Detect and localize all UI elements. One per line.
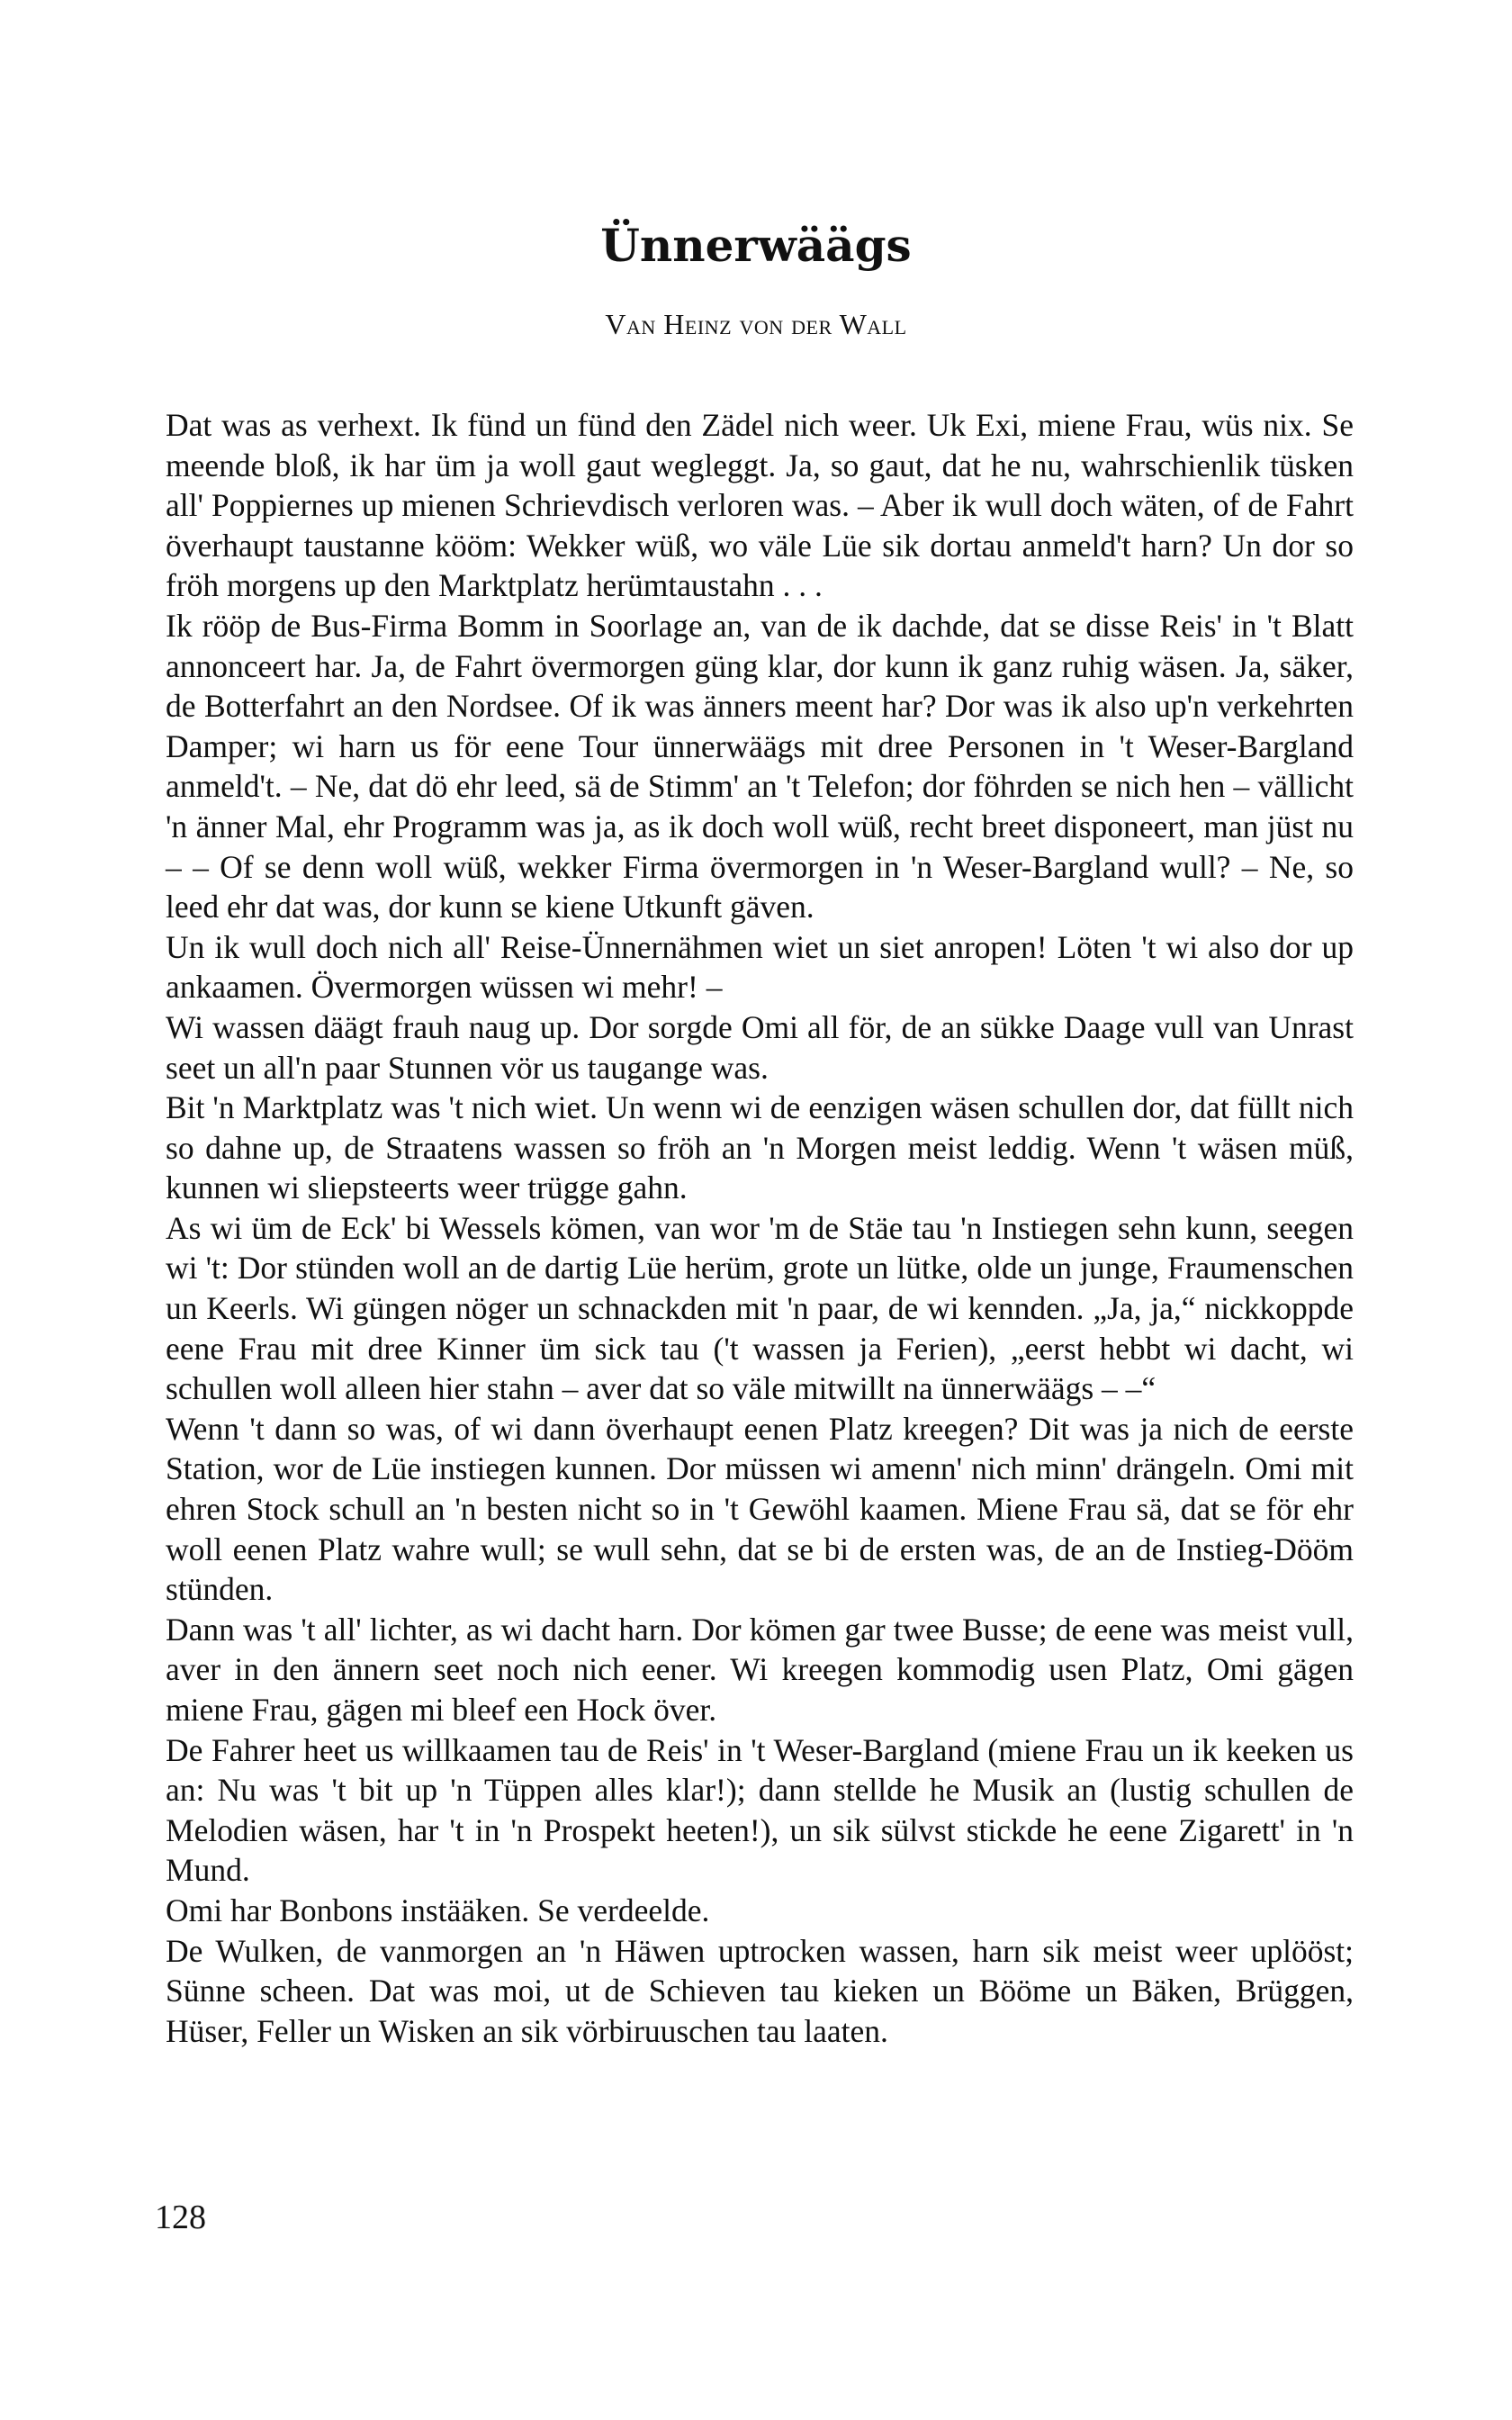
paragraph: Dann was 't all' lichter, as wi dacht harn. Dor kömen gar twee Busse; de eene was meist vull, aver in den ännern seet noch nich eener. Wi kreegen kommodig usen Platz, Omi gägen miene Frau, gägen mi bleef een Hock över. xyxy=(166,1611,1354,1728)
story-title: Ünnerwäägs xyxy=(600,219,912,272)
author-byline: Van Heinz von der Wall xyxy=(605,308,907,340)
paragraph: De Wulken, de vanmorgen an 'n Häwen uptrocken wassen, harn sik meist weer uplööst; Sünne scheen. Dat was moi, ut de Schieven tau kieken un Bööme un Bäken, Brüggen, Hüser, Feller un Wisken an sik vörbiruuschen tau laaten. xyxy=(166,1932,1354,2049)
story-body xyxy=(166,405,1354,2051)
paragraph: Dat was as verhext. Ik fünd un fünd den Zädel nich weer. Uk Exi, miene Frau, wüs nix. Se meende bloß, ik har üm ja woll gaut wegleggt. Ja, so gaut, dat he nu, wahrschienlik tüsken all' Poppiernes up mienen Schrievdisch verloren was. – Aber ik wull doch wäten, of de Fahrt överhaupt taustanne kööm: Wekker wüß, wo väle Lüe sik dortau anmeld't harn? Un dor so fröh morgens up den Marktplatz herümtaustahn . . . xyxy=(166,407,1354,604)
page-number: 128 xyxy=(155,2199,206,2236)
paragraph: Bit 'n Marktplatz was 't nich wiet. Un wenn wi de eenzigen wäsen schullen dor, dat füllt nich so dahne up, de Straatens wassen so fröh an 'n Morgen meist leddig. Wenn 't wäsen müß, kunnen wi sliepsteerts weer trügge gahn. xyxy=(166,1089,1354,1206)
paragraph: As wi üm de Eck' bi Wessels kömen, van wor 'm de Stäe tau 'n Instiegen sehn kunn, seegen wi 't: Dor stünden woll an de dartig Lüe herüm, grote un lütke, olde un junge, Fraumenschen un Keerls. Wi güngen nöger un schnackden mit 'n paar, de wi kennden. „Ja, ja,“ nickkoppde eene Frau mit dree Kinner üm sick tau ('t wassen ja Ferien), „eerst hebbt wi dacht, wi schullen woll alleen hier stahn – aver dat so väle mitwillt na ünnerwäägs – –“ xyxy=(166,1209,1354,1407)
paragraph: Omi har Bonbons instääken. Se verdeelde. xyxy=(166,1892,710,1928)
paragraph: Wi wassen däägt frauh naug up. Dor sorgde Omi all för, de an sükke Daage vull van Unrast seet un all'n paar Stunnen vör us taugange was. xyxy=(166,1008,1354,1086)
paragraph: Un ik wull doch nich all' Reise-Ünnernähmen wiet un siet anropen! Löten 't wi also dor up ankaamen. Övermorgen wüssen wi mehr! – xyxy=(166,928,1354,1006)
paragraph: Ik rööp de Bus-Firma Bomm in Soorlage an, van de ik dachde, dat se disse Reis' in 't Blatt annonceert har. Ja, de Fahrt övermorgen güng klar, dor kunn ik ganz ruhig wäsen. Ja, säker, de Botterfahrt an den Nordsee. Of ik was änners meent har? Dor was ik also up'n verkehrten Damper; wi harn us för eene Tour ünnerwäägs mit dree Personen in 't Weser-Bargland anmeld't. – Ne, dat dö ehr leed, sä de Stimm' an 't Telefon; dor föhrden se nich hen – vällicht 'n änner Mal, ehr Programm was ja, as ik doch woll wüß, recht breet disponeert, man jüst nu – – Of se denn woll wüß, wekker Firma övermorgen in 'n Weser-Bargland wull? – Ne, so leed ehr dat was, dor kunn se kiene Utkunft gäven. xyxy=(166,607,1354,926)
paragraph: De Fahrer heet us willkaamen tau de Reis' in 't Weser-Bargland (miene Frau un ik keeken us an: Nu was 't bit up 'n Tüppen alles klar!); dann stellde he Musik an (lustig schullen de Melodien wäsen, har 't in 'n Prospekt heeten!), un sik sülvst stickde he eene Zigarett' in 'n Mund. xyxy=(166,1731,1354,1889)
paragraph: Wenn 't dann so was, of wi dann överhaupt eenen Platz kreegen? Dit was ja nich de eerste Station, wor de Lüe instiegen kunnen. Dor müssen wi amenn' nich minn' drängeln. Omi mit ehren Stock schull an 'n besten nicht so in 't Gewöhl kaamen. Miene Frau sä, dat se för ehr woll eenen Platz wahre wull; se wull sehn, dat se bi de ersten was, de an de Instieg-Dööm stünden. xyxy=(166,1410,1354,1608)
